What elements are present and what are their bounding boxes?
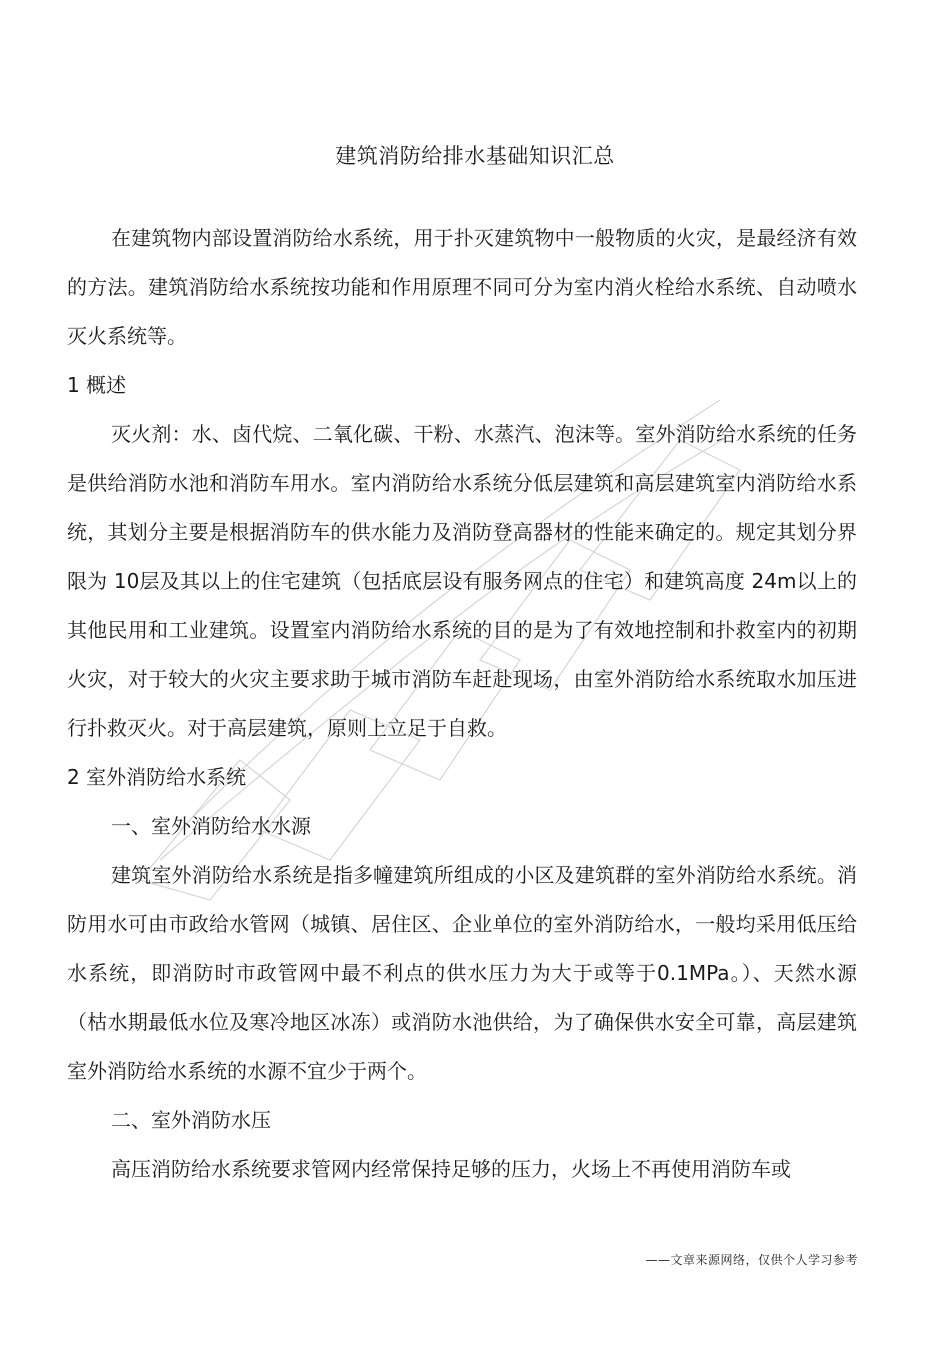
subheading-water-pressure: 二、室外消防水压 — [111, 1108, 271, 1132]
heading-overview: 1 概述 — [67, 373, 127, 397]
paragraph-overview: 灭火剂：水、卤代烷、二氧化碳、干粉、水蒸汽、泡沫等。室外消防给水系统的任务是供给消防水池和消防车用水。室内消防给水系统分低层建筑和高层建筑室内消防给水系统，其划分主要是根据消防车的供水能力及消防登高器材的性能来确定的。规定其划分界限为 10层及其以上的住宅建筑（包括底层设有服务网点的住宅）和建筑高度 24m以上的其他民用和工业建筑。设置室内消防给水系统的目的是为了有效地控制和扑救室内的初期火灾，对于较大的火灾主要求助于城市消防车赶赴现场，由室外消防给水系统取水加压进行扑救灭火。对于高层建筑，原则上立足于自救。 — [67, 422, 857, 740]
document-body — [67, 214, 857, 1194]
paragraph-water-source: 建筑室外消防给水系统是指多幢建筑所组成的小区及建筑群的室外消防给水系统。消防用水可由市政给水管网（城镇、居住区、企业单位的室外消防给水，一般均采用低压给水系统，即消防时市政管网中最不利点的供水压力为大于或等于0.1MPa。）、天然水源（枯水期最低水位及寒冷地区冰冻）或消防水池供给，为了确保供水安全可靠，高层建筑室外消防给水系统的水源不宜少于两个。 — [67, 863, 857, 1083]
document-title: 建筑消防给排水基础知识汇总 — [335, 144, 615, 168]
paragraph-water-pressure: 高压消防给水系统要求管网内经常保持足够的压力，火场上不再使用消防车或 — [111, 1157, 791, 1181]
paragraph-intro: 在建筑物内部设置消防给水系统，用于扑灭建筑物中一般物质的火灾，是最经济有效的方法。建筑消防给水系统按功能和作用原理不同可分为室内消火栓给水系统、自动喷水灭火系统等。 — [67, 226, 857, 348]
footer-source-note: ——文章来源网络，仅供个人学习参考 — [645, 1253, 858, 1267]
heading-outdoor-system: 2 室外消防给水系统 — [67, 765, 247, 789]
subheading-water-source: 一、室外消防给水水源 — [111, 814, 311, 838]
